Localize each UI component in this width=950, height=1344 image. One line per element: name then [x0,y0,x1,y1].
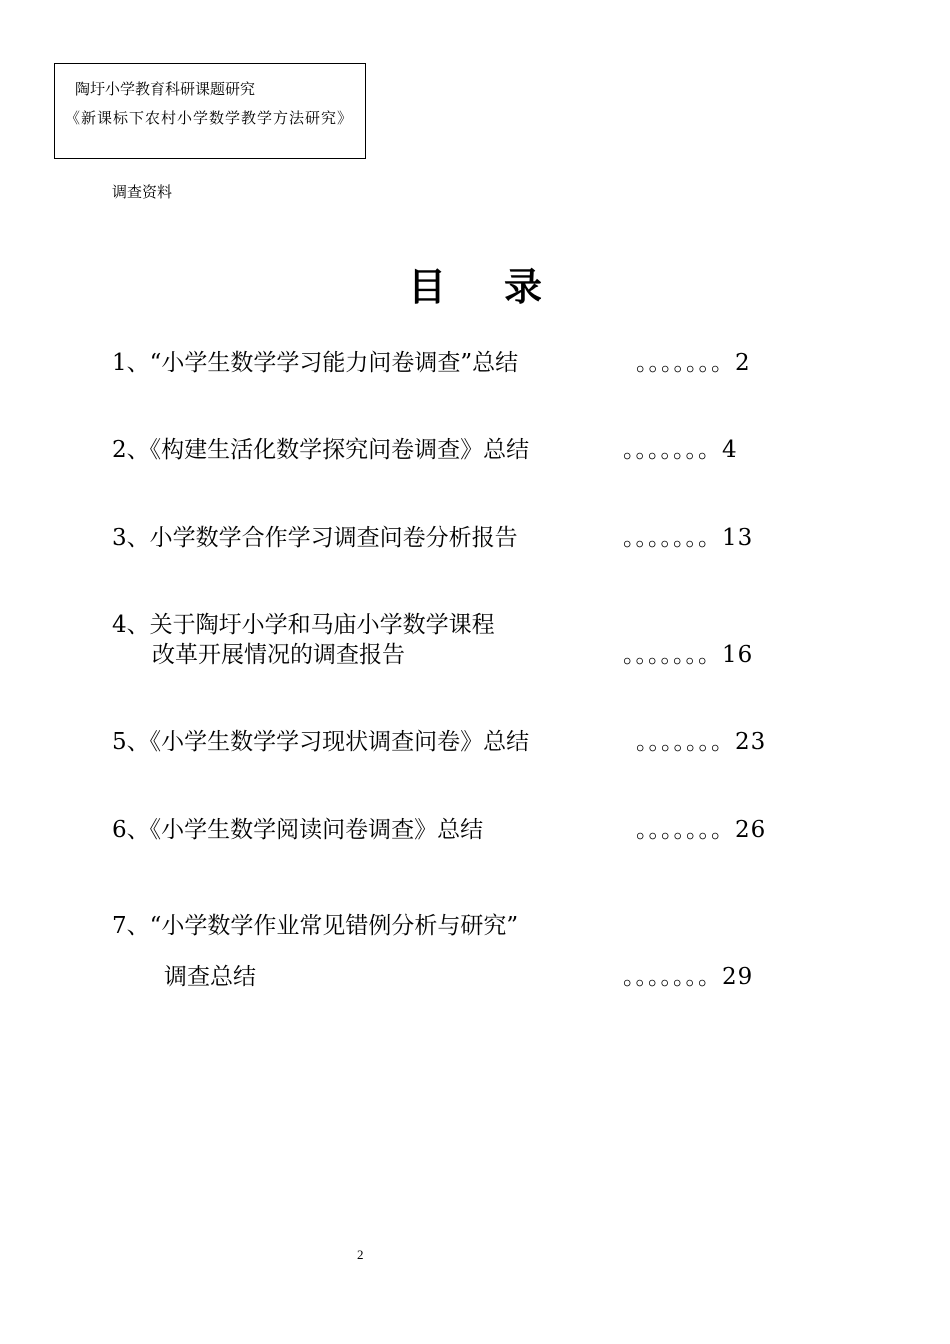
toc-entry-7-title-line2: 调查总结 [164,964,256,990]
toc-entry-4-leader [623,636,753,669]
research-topic-title: 《新课标下农村小学数学教学方法研究》 [65,109,354,127]
toc-entry-1-dots: 。。。。。。。 [636,350,735,376]
toc-entry-6-title: 6、《小学生数学阅读问卷调查》总结 [112,817,484,843]
toc-entry-4-dots: 。。。。。。。 [623,642,722,668]
page-number: 2 [357,1247,364,1262]
toc-entry-2-dots: 。。。。。。。 [623,437,722,463]
document-subtitle: 调查资料 [112,183,173,201]
toc-entry-2-leader [623,431,738,464]
toc-entry-2-title: 2、《构建生活化数学探究问卷调查》总结 [112,437,530,463]
toc-entry-7-dots: 。。。。。。。 [623,964,722,990]
research-project-label: 陶圩小学教育科研课题研究 [75,80,256,98]
toc-entry-5-leader [636,723,766,756]
toc-entry-3-page: 13 [722,525,754,551]
toc-entry-1-leader [636,344,751,377]
toc-entry-7-title-line1: 7、“小学数学作业常见错例分析与研究” [112,913,519,939]
toc-entry-1-title: 1、“小学生数学学习能力问卷调查”总结 [112,350,519,376]
toc-entry-3-dots: 。。。。。。。 [623,525,722,551]
toc-entry-4-title-line1: 4、关于陶圩小学和马庙小学数学课程 [112,612,495,638]
toc-entry-4-page: 16 [722,642,754,668]
toc-entry-6-leader [636,811,766,844]
toc-entry-2-page: 4 [722,437,738,463]
toc-entry-5-page: 23 [735,729,767,755]
toc-entry-3-leader [623,519,753,552]
toc-entry-3-title: 3、小学数学合作学习调查问卷分析报告 [112,525,518,551]
toc-entry-7-leader [623,958,753,991]
toc-entry-7-page: 29 [722,964,754,990]
toc-entry-4-title-line2: 改革开展情况的调查报告 [152,642,405,668]
toc-entry-1-page: 2 [735,350,751,376]
toc-entry-6-page: 26 [735,817,767,843]
toc-entry-5-dots: 。。。。。。。 [636,729,735,755]
toc-title: 目录 [408,264,601,309]
toc-entry-6-dots: 。。。。。。。 [636,817,735,843]
toc-entry-5-title: 5、《小学生数学学习现状调查问卷》总结 [112,729,530,755]
header-box [54,63,366,159]
